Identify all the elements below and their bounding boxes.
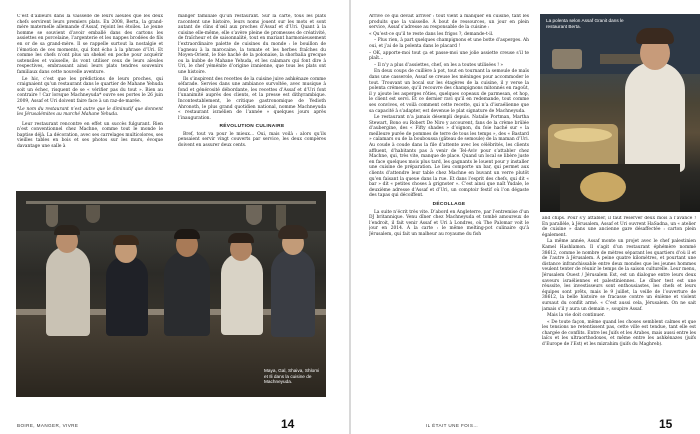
paragraph: Le restaurant n’a jamais désempli depuis. Natalie Portman, Martha Stewart, Bono ou Robert De Niro y accourent, fans de la crème brûlée d’aubergine, des « Fifty shades » d’oignon, du foie haché sur « la meilleure purée de pommes de terre de tous les temps », des « Bastard » calamars ou de la bouboussa (gâteau de semoule) de la maman d’Uri. Au coude à coude dans la file d’attente avec les célébrités, les clients affluent, d’habitants pas à venir de Tel-Aviv pour s’attabler chez Machne, qui, très vite, manque de place. Quand un local se libère juste en face quelques mois plus tard, les gagnants le louent pour y installer une cuisine de préparation. Le lieu comporte un bar, qui permet aux clients d’attendre leur table chez Machne en buvant un verre plutôt qu’en faisant la queue dans la rue. Et dans l’esprit des chefs, qui dit « bar » dit « petites choses à grignoter ». C’est ainsi que naît Yudale, le deuxième adresse d’Assaf et d’Uri, un comptoir festif où l’on dégaste des tapas qui décoiffent. [369, 115, 529, 199]
page-footer: IL ÉTAIT UNE FOIS… [426, 423, 479, 428]
paragraph: Mais la vie doit continuer. [547, 313, 605, 319]
paragraph: manger familiale qu’un restaurant. Sur la carte, tous les plats racontent une histoire, leurs noms jouent sur les mots et sont autant de clins d’œil aux proches d’Assaf et d’Uri. Quant à la cuisine elle-même, elle s’avère pleine de promesses de créativité, de fraîcheur et de saisonnalité, tout en mariant harmonieusement l’extraordinaire palette de cuisines du monde : le bouillon de l’agneau à la marocaine, la tomate et les herbes fraîches du Moyen-Orient, le foie haché de la polonaise, la shorbalia grecque ou la kubbe de Mahane Yehuda, et les calamars qui font dire à Uri, le chef yéménite d’origine iranienne, que tous les plats ont une histoire. [178, 14, 326, 75]
paragraph: and chips. Pour s’y attabler, il faut réserver deux mois à l’avance ! En parallèle, à Jérusalem, Assaf et Uri ouvrent HaSadna, un « atelier de cuisine » dans une ancienne gare désaffectée : carton plein également. [542, 216, 696, 238]
text-column-3 [369, 14, 529, 380]
page-number: 15 [659, 417, 673, 431]
paragraph: Ils s’inspirent des recettes de la cuisine juive ashkénaze comme séfarade. Servies dans une ambiance survoltée, avec musique à fond et générosité débordante, les recettes d’Assaf et d’Uri font l’unanimité auprès des clients, et la presse est dithyrambique. Incontestablement, le critique gastronomique de Yedioth Ahronoth, le plus grand quotidien national, nomme Machneyuda « restaurant israélien de l’année » quelques jours après l’inauguration. [178, 76, 326, 121]
paragraph: En deux coups de cuillère à pot, tout en tournant la semoule de maïs dans une casserole, Assaf se creuse les méninges pour accommoder le tout. Trouvant un bocal sur les étagères de la cuisine, il y verse la polenta crémeuse, qu’il recouvre des champignons mitonnés en ragoût, il y ajoute les asperges rôties, quelques copeaux de parmesan, et hop, le client est servi. Et ce dernier ravi qu’il en redemande, tout comme ses convives, et voilà comment cette recette, qui n’a d’israélienne que sa capacité à s’adapter, est devenue le plat signature de Machneyuda. [369, 69, 529, 114]
paragraph: « De toute façon, même quand les choses semblent calmes et que les tensions ne retentissent pas, cette ville est tendue, tant elle est chargée de conflits. Entre les Juifs et les Arabes, mais aussi entre les laïcs et les ultraorthodoxes, et même entre les ashkénazes (juifs d’Europe de l’Est) et les mizrahim (juifs du Maghreb). [542, 319, 696, 348]
dialogue-line: – OK, apporte-moi tout ça et passe-moi une jolie assiette creuse s’il te plaît… [369, 50, 529, 62]
paragraph: Leur restaurant rencontre en effet un succès fulgurant. Rien n’est conventionnel chez Machne, comme tout le monde le baptise déjà. La décoration, avec ses carrelages multicolores, ses vieilles tables en bois et ses photos sur les murs, évoque davantage une salle à [17, 121, 163, 150]
dialogue-line: – Plus rien, à part quelques champignons et une botte d’asperges. Ah oui, et j’ai de la polenta dans le placard ! [369, 38, 529, 49]
kitchen-team-photo [16, 191, 326, 397]
paragraph: C’est d’ailleurs dans la vaisselle de leurs aïeules que les deux chefs servirent leurs premiers plats. En 2008, Berta, la grand-mère maternelle allemande d’Assaf, rejoint les étoiles. Le jeune homme se souvient d’avoir emballé dans des cartons les assiettes en porcelaine, l’argenterie et les nappes brodées de fils en or de sa grand-mère. Il se rappelle surtout la nostalgie et l’émotion de ces moments, qui font écho à la phrase d’Uri. Et comme les chefs n’ont plus un shekel en poche pour acquérir ustensiles et vaisselle, ils vont utiliser ceux de leurs aïeules respectives, embrassant ainsi leurs plats tendres souvenirs familiaux dans cette nouvelle aventure. [17, 14, 163, 75]
page-footer: BOIRE, MANGER, VIVRE [17, 423, 79, 428]
paragraph: La suite n’écrit très vite. D’abord en Angleterre, par l’entremise d’un DJ britannique. Venu dîner chez Machneyuda et tombé amoureux de l’endroit, il fait venir Assaf et Uri à Londres, où The Palomar voit le jour en 2014. À la carte : le même melting-pot culinaire qu’à Jérusalem, qui fait un malheur au royaume du fish [369, 209, 529, 237]
section-heading: DÉCOLLAGE [432, 202, 466, 207]
photo-caption: Maya, Gal, Shaiva, Shlomi et Ili dans la cuisine de Machneyuda. [264, 368, 320, 385]
dialogue-line: – Il n’y a plus d’assiettes, chef, on les a toutes utilisées ! » [374, 62, 504, 68]
text-column-4 [542, 216, 696, 396]
footnote: *Le nom du restaurant n’est autre que le diminutif que donnent les Jérusalémites au marché Mahane Yehuda. [17, 106, 163, 118]
section-heading: RÉVOLUTION CULINAIRE [219, 124, 285, 130]
text-column-1 [17, 14, 163, 190]
paragraph: Bref, tout va pour le mieux… Oui, mais voilà : alors qu’ils pensaient servir vingt couverts par service, les deux compères doivent en assurer deux cents. [178, 131, 326, 149]
dialogue-line: « Qu’est-ce qu’il te reste dans les frigos ?, demande-t-il. [369, 31, 494, 37]
text-column-2 [178, 14, 326, 190]
paragraph: Le hic, c’est que les prédictions de leurs proches, qui craignaient qu’un restaurant dans le quartier de Mahane Yehuda soit un échec, risquent de se « vérifier pas du tout ». Bien au contraire ! Car lorsque Machneyuda* ouvre ses portes le 26 juin 2009, Assaf et Uri doivent faire face à un raz-de-marée. [17, 76, 163, 104]
chef-cooking-photo [540, 14, 700, 212]
paragraph: La même année, Assaf monte un projet avec le chef palestinien Kamel Hashlamon. Il s’agit d’un restaurant éphémère nommé 38612, comme le nombre de mètres séparant les quartiers d’où il et de l’autre à Jérusalem. À peine quatre kilomètres, et pourtant une distance infranchissable entre deux mondes que les jeunes hommes veulent tenter de réunir le temps de la saison culturelle. Leur menu, Jérusalem Ouest / Jérusalem Est, est un dialogue entre leurs deux saveurs israéliennes et palestiniennes. Le dîner test est une réussite, les investisseurs sont enthousiastes, les chefs et leurs équipes sont prêts, mais le 9 juillet, la veille de l’ouverture de 38612, la belle histoire se fracasse contre un énième et violent sursaut du conflit armé. « C’est aussi cela, Jérusalem. On ne sait jamais s’il y aura un demain », soupire Assaf. [542, 239, 696, 312]
page-number: 14 [281, 417, 295, 431]
left-page [0, 0, 349, 434]
photo-caption: La polenta selon Assaf Granit dans le restaurant Berta. [546, 18, 624, 29]
paragraph: Arrive ce qui devait arriver : tout vient à manquer en cuisine, tant les produits que la vaisselle. À bout de ressources, un jour en plein service, Assaf s’adresse au responsable de la cuisine : [369, 14, 529, 31]
